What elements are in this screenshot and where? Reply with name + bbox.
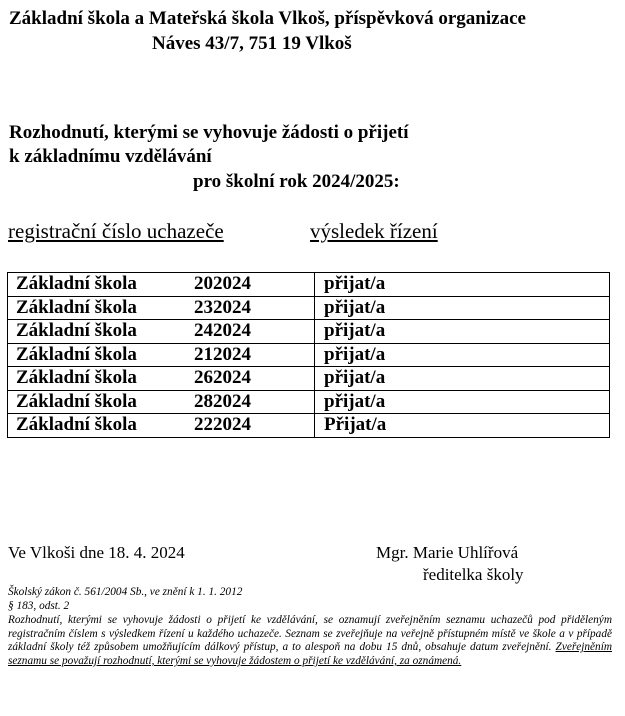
school-type: Základní škola [16, 414, 137, 436]
result-cell: přijat/a [315, 273, 610, 297]
school-name: Základní škola a Mateřská škola Vlkoš, příspěvková organizace [9, 8, 526, 29]
legal-notice-underlined: Zveřejněním seznamu se považují rozhodnutí, kterými se vyhovuje žádostem o přijetí ke vzdělávání, za oznámená. [8, 641, 612, 667]
registration-cell [8, 390, 315, 414]
registration-number: 262024 [194, 367, 251, 389]
registration-cell [8, 414, 315, 438]
signatory-role: ředitelka školy [423, 565, 524, 584]
registration-cell [8, 296, 315, 320]
result-cell: přijat/a [315, 343, 610, 367]
law-reference: Školský zákon č. 561/2004 Sb., ve znění k 1. 1. 2012 [8, 586, 243, 598]
result-cell: přijat/a [315, 320, 610, 344]
signatory-name: Mgr. Marie Uhlířová [376, 543, 519, 562]
table-row [8, 390, 610, 414]
table-row [8, 320, 610, 344]
school-type: Základní škola [16, 296, 137, 318]
registration-cell [8, 273, 315, 297]
school-type: Základní škola [16, 320, 137, 342]
school-type: Základní škola [16, 343, 137, 365]
place-and-date: Ve Vlkoši dne 18. 4. 2024 [8, 543, 185, 562]
registration-number: 232024 [194, 296, 251, 318]
table-row [8, 296, 610, 320]
registration-cell [8, 367, 315, 391]
column-heading-result: výsledek řízení [310, 219, 438, 243]
registration-number: 242024 [194, 320, 251, 342]
registration-cell [8, 320, 315, 344]
school-address: Náves 43/7, 751 19 Vlkoš [152, 33, 352, 54]
table-row [8, 273, 610, 297]
results-table [7, 272, 610, 438]
registration-number: 202024 [194, 273, 251, 295]
school-year-heading: pro školní rok 2024/2025: [193, 171, 400, 192]
registration-number: 212024 [194, 343, 251, 365]
document-title-line-1: Rozhodnutí, kterými se vyhovuje žádosti o přijetí [9, 122, 409, 143]
registration-number: 222024 [194, 414, 251, 436]
table-row [8, 343, 610, 367]
school-type: Základní škola [16, 367, 137, 389]
school-type: Základní škola [16, 273, 137, 295]
result-cell: přijat/a [315, 390, 610, 414]
result-cell: přijat/a [315, 296, 610, 320]
school-type: Základní škola [16, 390, 137, 412]
registration-cell [8, 343, 315, 367]
result-cell: Přijat/a [315, 414, 610, 438]
column-heading-registration: registrační číslo uchazeče [8, 219, 224, 243]
table-row [8, 367, 610, 391]
document-title-line-2: k základnímu vzdělávání [9, 146, 212, 167]
table-row [8, 414, 610, 438]
registration-number: 282024 [194, 390, 251, 412]
law-section: § 183, odst. 2 [8, 600, 70, 612]
result-cell: přijat/a [315, 367, 610, 391]
legal-notice-text: Rozhodnutí, kterými se vyhovuje žádosti o přijetí ke vzdělávání, se oznamují zveřejněním seznamu uchazečů pod přiděleným registračním číslem s výsledkem řízení u každého uchazeče. Seznam se zveřejňuje na veřejně přístupném místě ve škole a v případě základní školy též způsobem umožňujícím dálkový přístup, a to alespoň na dobu 15 dnů, obsahuje datum zveřejnění. [8, 614, 612, 654]
legal-notice [8, 614, 612, 668]
